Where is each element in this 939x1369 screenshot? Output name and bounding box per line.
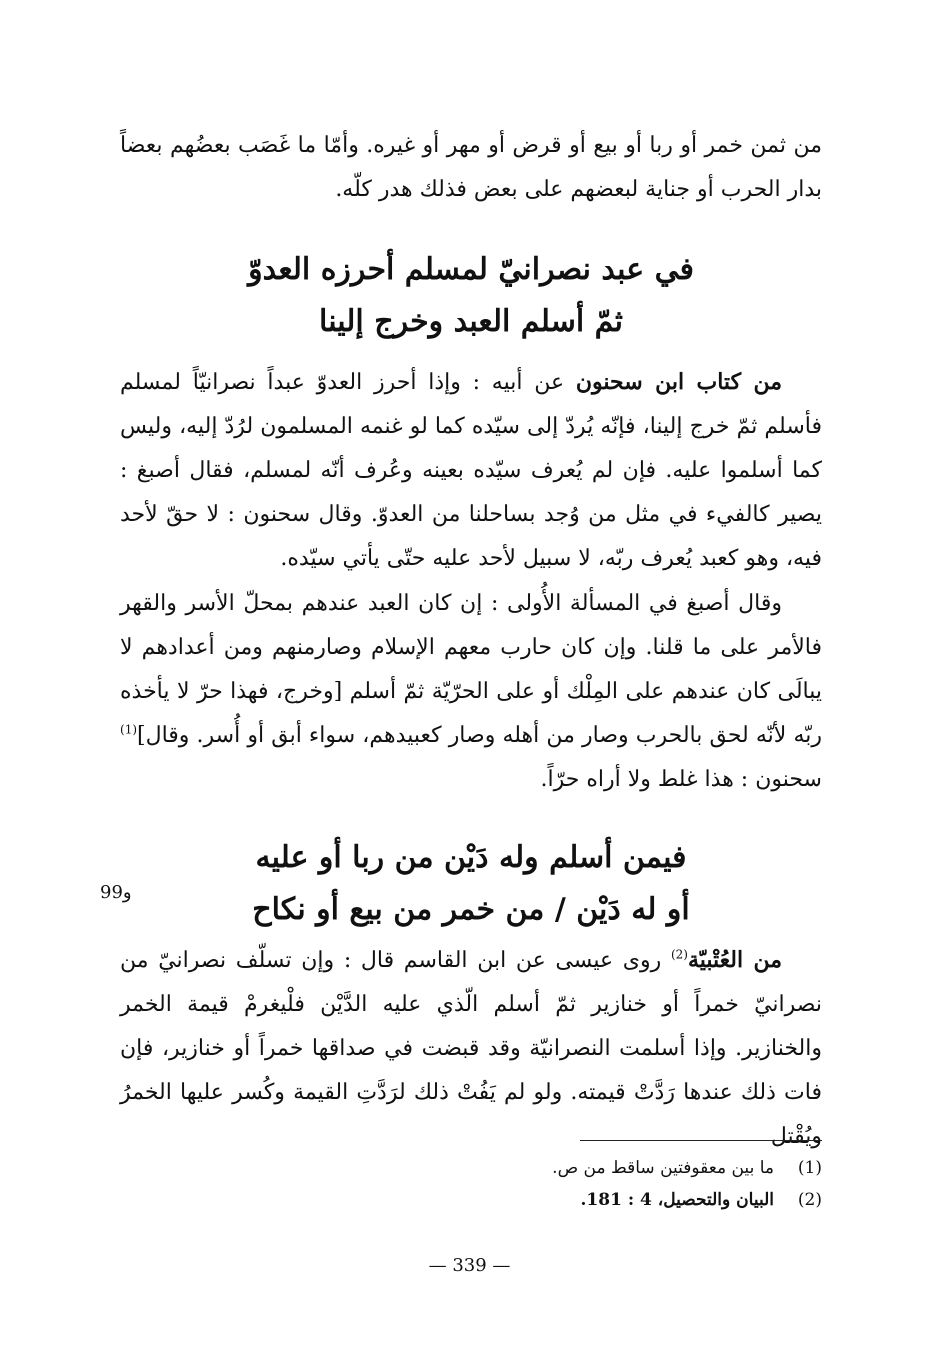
paragraph-text xyxy=(120,938,822,1159)
source-title: من العُتْبيّة xyxy=(687,947,782,973)
paragraph-body: عن أبيه : وإذا أحرز العدوّ عبداً نصرانيّاً لمسلم فأسلم ثمّ خرج إلينا، فإنّه يُردّ إلى سيّده كما لو غنمه المسلمون لرُدّ إليه، وليس كما أسلموا عليه. فإن لم يُعرف سيّده بعينه وعُرف أنّه لمسلم، فقال أصبغ : يصير كالفيء في مثل من وُجد بساحلنا من العدوّ. وقال سحنون : لا حقّ لأحد فيه، وهو كعبد يُعرف ربّه، لا سبيل لأحد عليه حتّى يأتي سيّده. xyxy=(120,370,822,571)
footnote-text: البيان والتحصيل، 4 : 181. xyxy=(580,1190,774,1210)
footnote-reference: (2) xyxy=(670,947,688,962)
section-heading-2 xyxy=(120,832,822,936)
heading-line: أو له دَيْن / من خمر من بيع أو نكاح xyxy=(252,892,690,927)
source-title: من كتاب ابن سحنون xyxy=(575,369,782,395)
footnote-number: (1) xyxy=(797,1158,822,1178)
footnote-item xyxy=(430,1152,822,1184)
paragraph-text xyxy=(120,582,822,802)
page-number: — 339 — xyxy=(428,1255,511,1276)
paragraph-text xyxy=(120,360,822,581)
paragraph-body: وقال أصبغ في المسألة الأُولى : إن كان العبد عندهم بمحلّ الأسر والقهر فالأمر على ما قلنا. وإن كان حارب معهم الإسلام وصارمنهم ومن أعدادهم لا يبالَى كان عندهم على المِلْك أو على الحرّيّة ثمّ أسلم [وخرج، فهذا حرّ لا يأخذه ربّه لأنّه لحق بالحرب وصار من أهله وصار كعبيدهم، سواء أبق أو أُسر. وقال] xyxy=(120,591,822,748)
paragraph-ibn-sahnun xyxy=(120,360,822,581)
paragraph-continuation xyxy=(120,124,822,212)
footnote-divider xyxy=(580,1140,822,1141)
paragraph-text: من ثمن خمر أو ربا أو بيع أو قرض أو مهر أو غيره. وأمّا ما غَصَب بعضُهم بعضاً بدار الحرب أو جناية لبعضهم على بعض فذلك هدر كلّه. xyxy=(120,133,822,202)
footnote-item xyxy=(430,1184,822,1216)
paragraph-asbagh xyxy=(120,582,822,802)
heading-line: ثمّ أسلم العبد وخرج إلينا xyxy=(319,304,623,339)
margin-folio-note: 99و xyxy=(100,882,132,903)
footnote-reference: (1) xyxy=(120,722,138,737)
footnote-text: ما بين معقوفتين ساقط من ص. xyxy=(552,1158,774,1178)
paragraph-body: سحنون : هذا غلط ولا أراه حرّاً. xyxy=(540,767,822,792)
heading-line: في عبد نصرانيّ لمسلم أحرزه العدوّ xyxy=(248,252,694,287)
footnote-number: (2) xyxy=(797,1190,822,1210)
section-heading-1 xyxy=(120,244,822,348)
footnotes xyxy=(430,1152,822,1216)
paragraph-body: روى عيسى عن ابن القاسم قال : وإن تسلّف نصرانيّ من نصرانيّ خمراً أو خنازير ثمّ أسلم الّذي عليه الدَّيْن فلْيغرمْ قيمة الخمر والخنازير. وإذا أسلمت النصرانيّة وقد قبضت في صداقها خمراً أو خنازير، فإن فات ذلك عندها رَدَّتْ قيمته. ولو لم يَفُتْ ذلك لرَدَّتِ القيمة وكُسر عليها الخمرُ ويُقْتل xyxy=(120,948,822,1149)
paragraph-utbiyya xyxy=(120,938,822,1159)
heading-line: فيمن أسلم وله دَيْن من ربا أو عليه xyxy=(255,840,687,875)
